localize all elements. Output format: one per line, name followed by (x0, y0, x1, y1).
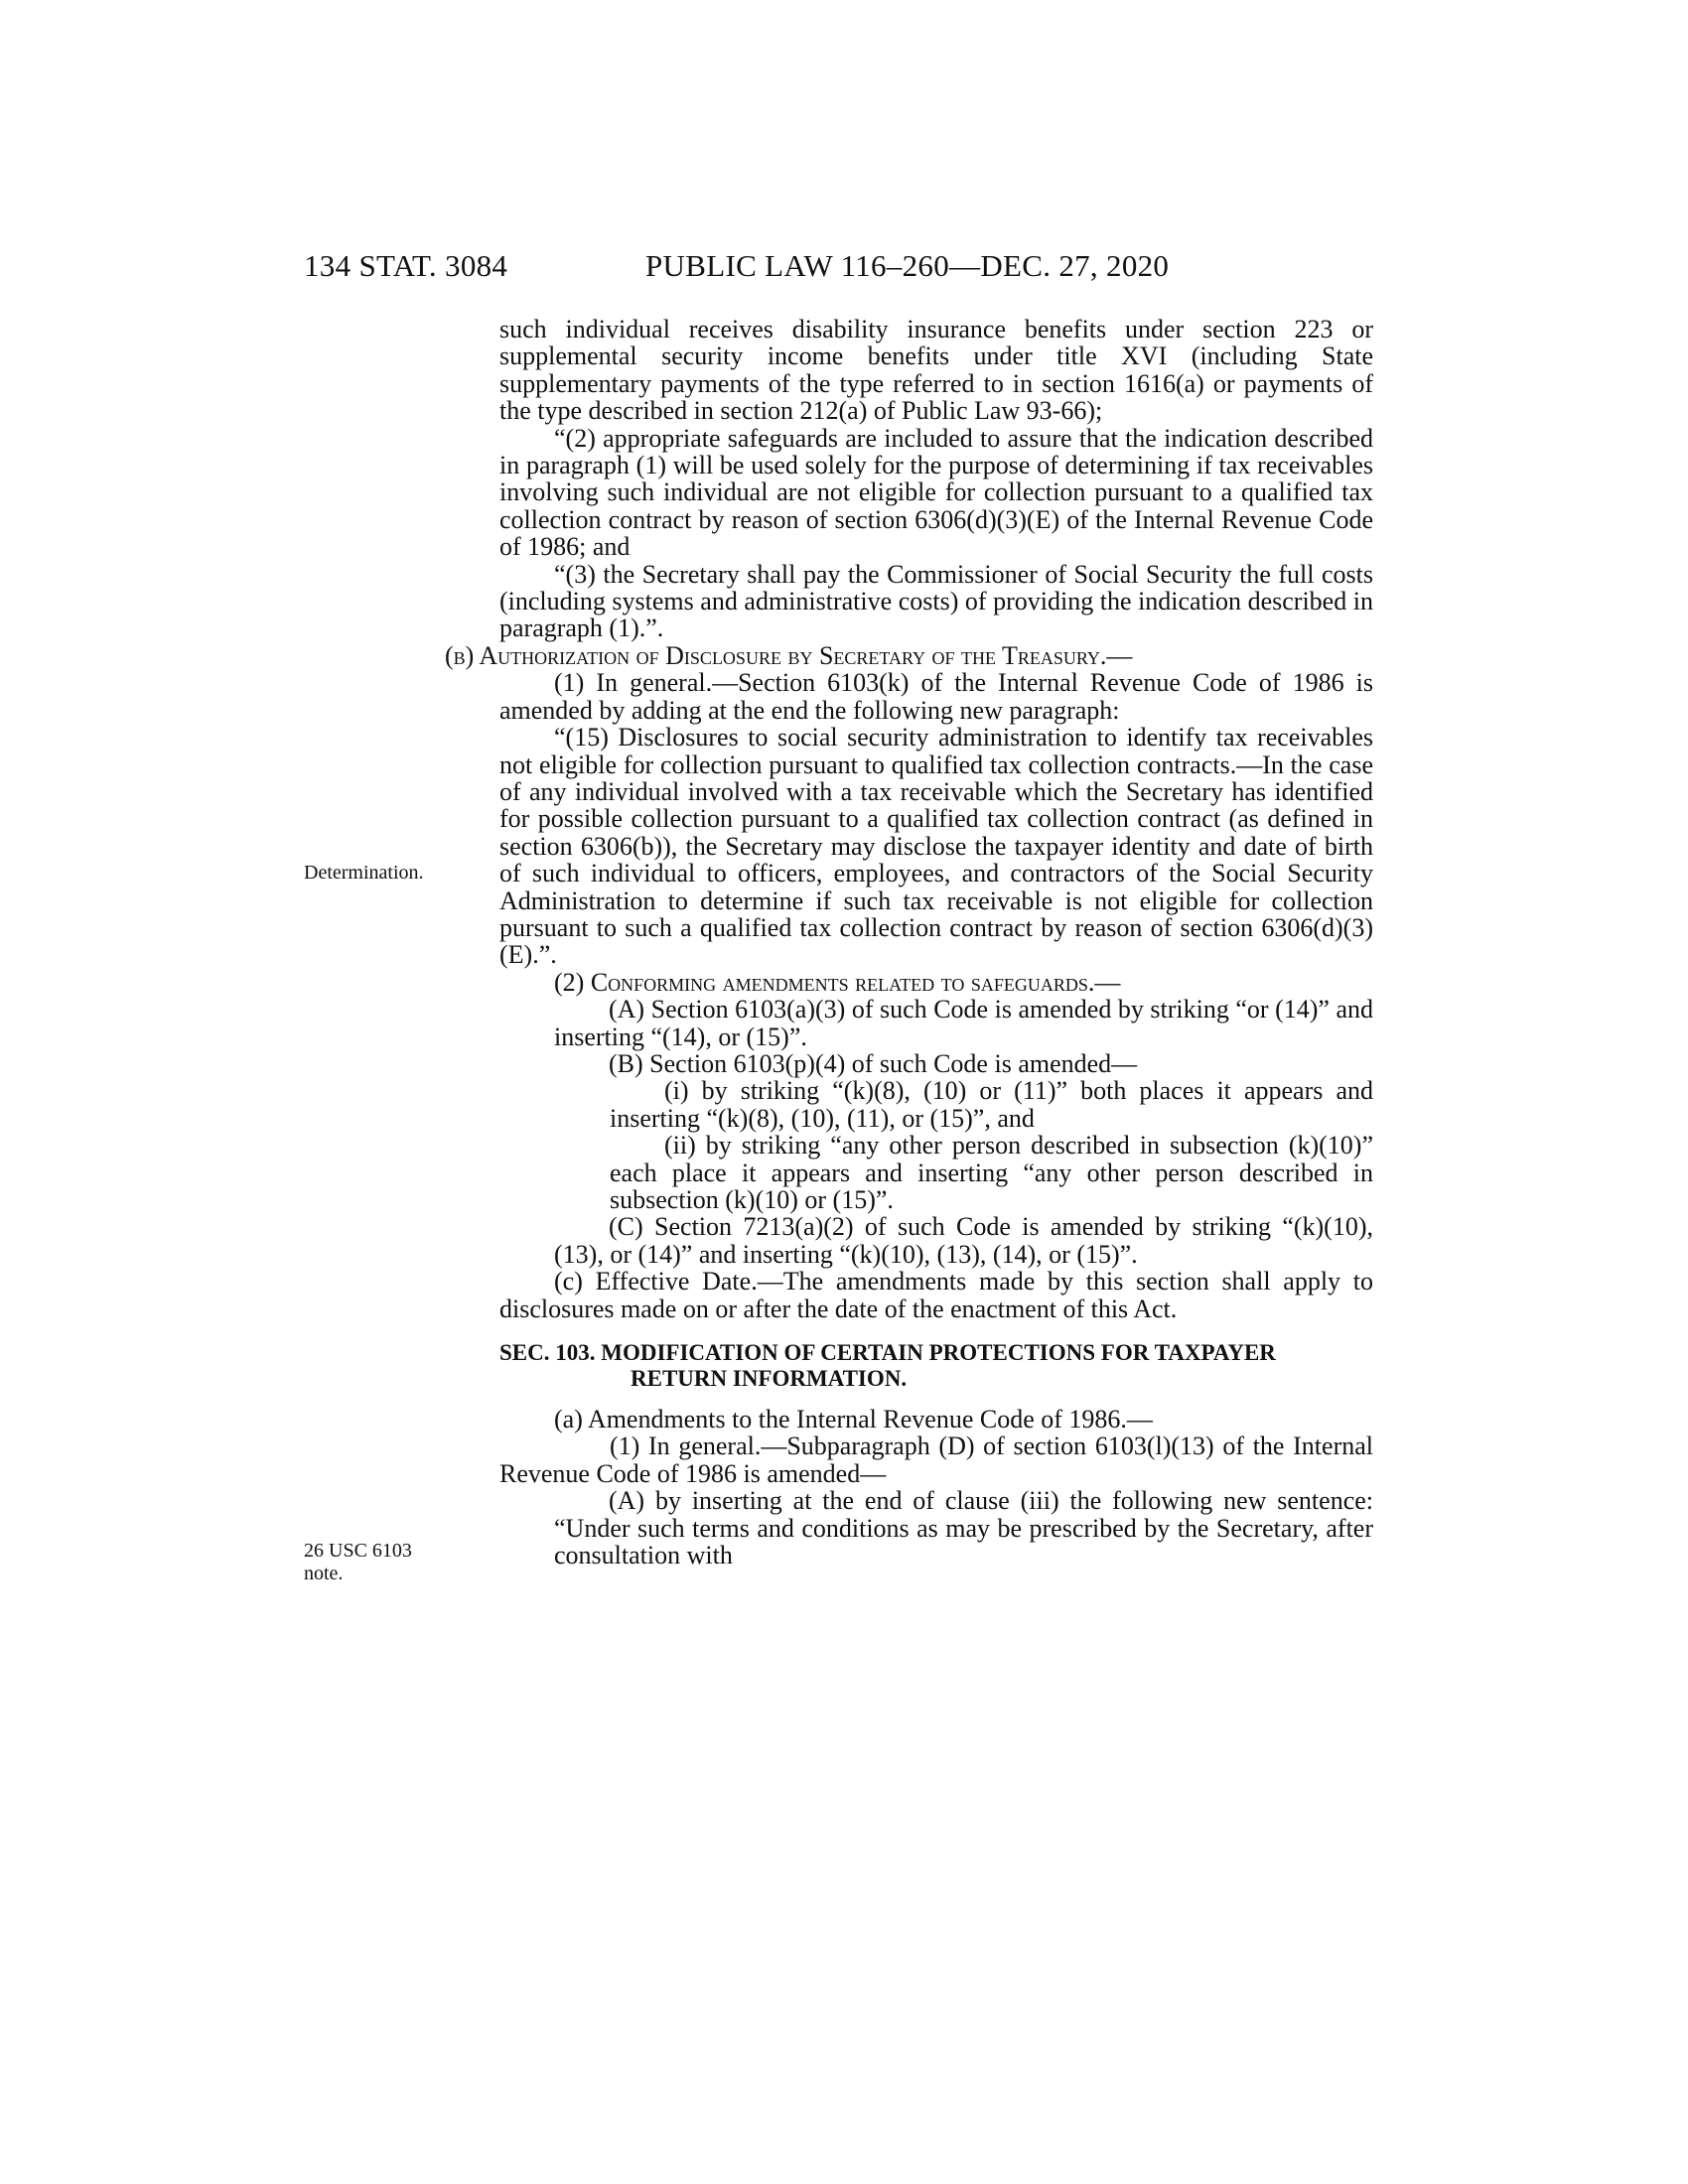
paragraph-b1: (1) In general.—Section 6103(k) of the Internal Revenue Code of 1986 is amended by adding at the end the following new paragraph: (499, 668, 1373, 725)
paragraph-a1: (1) In general.—Subparagraph (D) of section 6103(l)(13) of the Internal Revenue Code of 1986 is amended— (499, 1432, 1373, 1488)
paragraph-b2-B-ii: (ii) by striking “any other person described in subsection (k)(10)” each place it appears and inserting “any other person described in subsection (k)(10) or (15)”. (610, 1131, 1373, 1214)
paragraph-a1-A: (A) by inserting at the end of clause (iii) the following new sentence: “Under such terms and conditions as may be prescribed by the Secretary, after consultation with (554, 1486, 1373, 1570)
paragraph-item-2: “(2) appropriate safeguards are included to assure that the indication described in paragraph (1) will be used solely for the purpose of determining if tax receivables involving such individual are not eligible for collection pursuant to a qualified tax collection contract by reason of section 6306(d)(3)(E) of the Internal Revenue Code of 1986; and (499, 423, 1373, 562)
paragraph-continuation: such individual receives disability insurance benefits under section 223 or supplemental security income benefits under title XVI (including State supplementary payments of the type referred to in section 1616(a) or payments of the type described in section 212(a) of Public Law 93-66); (499, 315, 1373, 426)
paragraph-b2-B-i: (i) by striking “(k)(8), (10) or (11)” both places it appears and inserting “(k)(8), (10), (11), or (15)”, and (610, 1076, 1373, 1133)
paragraph-b2-heading: (2) Conforming amendments related to safeguards.— (554, 967, 1121, 997)
margin-note-usc-line2: note. (304, 1563, 344, 1584)
subsection-c-effective-date: (c) Effective Date.—The amendments made by this section shall apply to disclosures made on or after the date of the enactment of this Act. (499, 1267, 1373, 1323)
section-heading: SEC. 103. MODIFICATION OF CERTAIN PROTECTIONS FOR TAXPAYER RETURN INFORMATION. (499, 1340, 1276, 1392)
margin-note-usc (304, 1540, 412, 1585)
page-running-head: PUBLIC LAW 116–260—DEC. 27, 2020 (645, 248, 1170, 283)
paragraph-item-3: “(3) the Secretary shall pay the Commissioner of Social Security the full costs (including systems and administrative costs) of providing the indication described in paragraph (1).”. (499, 559, 1373, 643)
paragraph-b2-A: (A) Section 6103(a)(3) of such Code is amended by striking “or (14)” and inserting “(14), or (15)”. (554, 995, 1373, 1051)
paragraph-b2-B: (B) Section 6103(p)(4) of such Code is amended— (609, 1048, 1138, 1078)
paragraph-new-15: “(15) Disclosures to social security administration to identify tax receivables not eligible for collection pursuant to qualified tax collection contracts.—In the case of any individual involved with a tax receivable which the Secretary has identified for possible collection pursuant to a qualified tax collection contract (as defined in section 6306(b)), the Secretary may disclose the taxpayer identity and date of birth of such individual to officers, employees, and contractors of the Social Security Administration to determine if such tax receivable is not eligible for collection pursuant to such a qualified tax collection contract by reason of section 6306(d)(3)(E).”. (499, 723, 1373, 970)
subsection-b-heading: (b) Authorization of Disclosure by Secretary of the Treasury.— (445, 640, 1133, 670)
paragraph-b2-C: (C) Section 7213(a)(2) of such Code is amended by striking “(k)(10), (13), or (14)” and inserting “(k)(10), (13), (14), or (15)”. (554, 1212, 1373, 1269)
body-text (445, 315, 1373, 1570)
margin-note-determination: Determination. (304, 862, 424, 884)
page-citation: 134 STAT. 3084 (304, 248, 508, 283)
subsection-a-heading: (a) Amendments to the Internal Revenue Code of 1986.— (554, 1405, 1153, 1434)
margin-note-usc-line1: 26 USC 6103 (304, 1540, 412, 1562)
